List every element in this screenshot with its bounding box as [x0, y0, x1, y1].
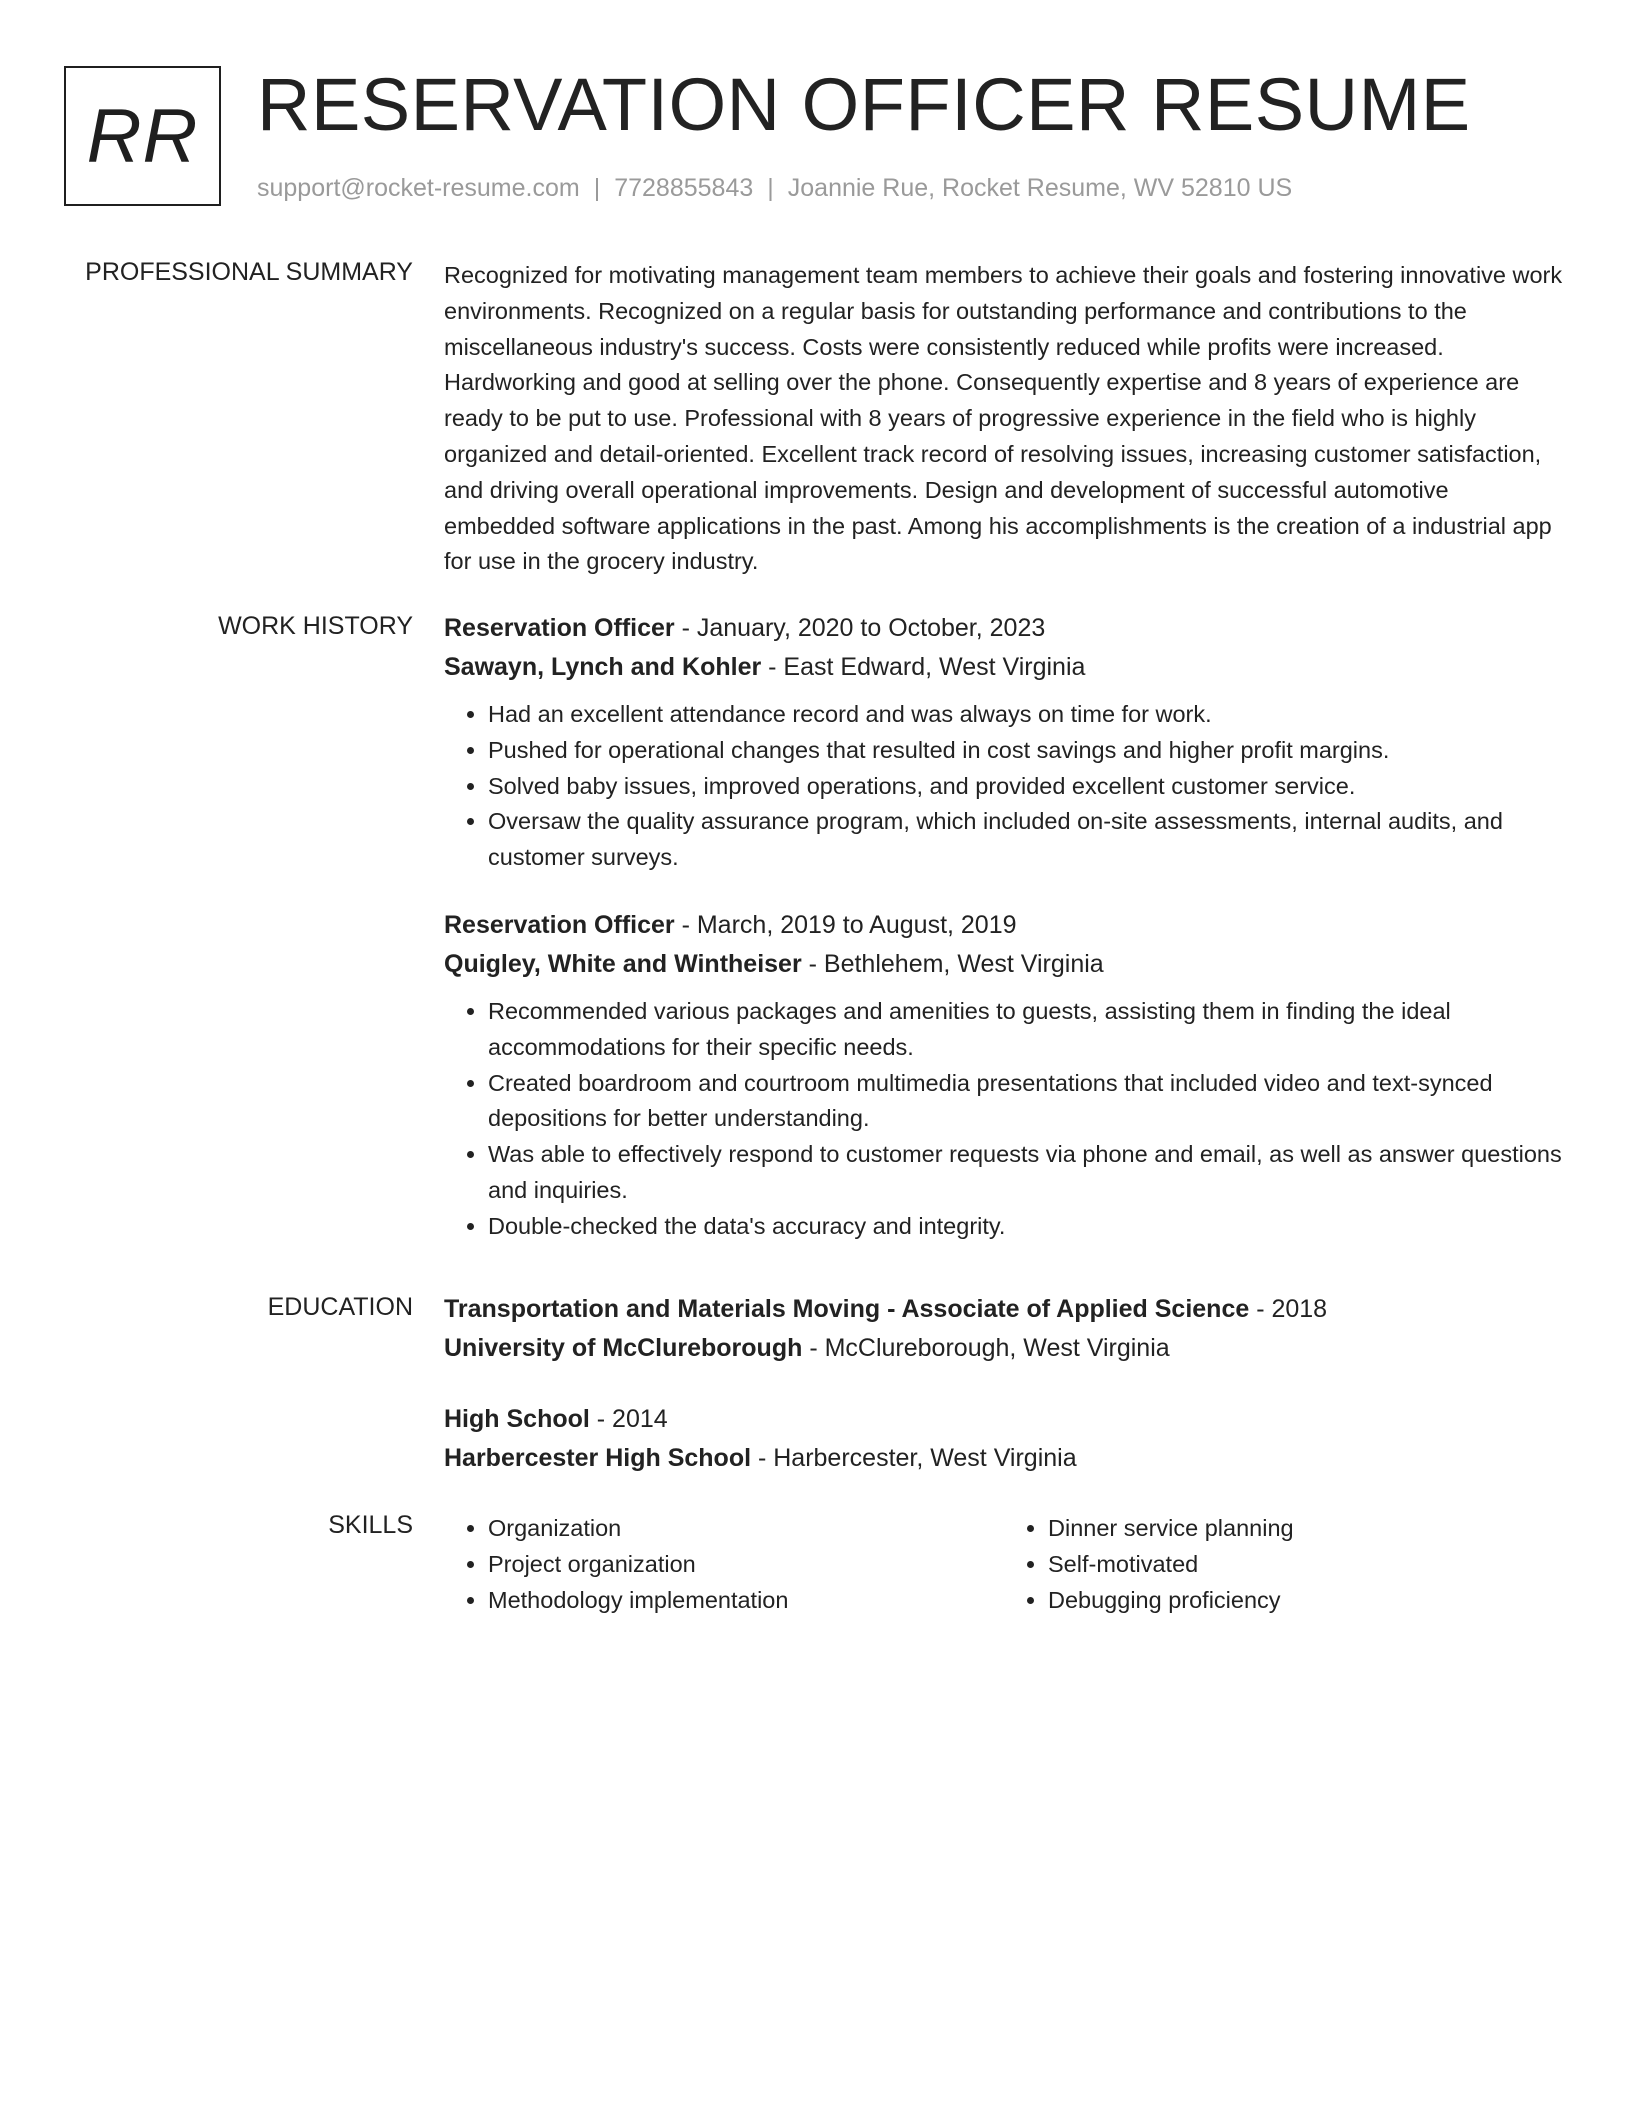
education-degree: Transportation and Materials Moving - Associate of Applied Science: [444, 1295, 1250, 1323]
skill-item: • Debugging proficiency: [1048, 1583, 1564, 1619]
summary-body: [444, 258, 1564, 580]
job-company-line: [444, 945, 1564, 984]
education-school: Harbercester High School: [444, 1444, 752, 1472]
section-label-work-history: WORK HISTORY: [218, 612, 413, 640]
section-label-education: EDUCATION: [267, 1293, 413, 1321]
job-bullet: • Pushed for operational changes that resulted in cost savings and higher profit margins.: [488, 733, 1564, 769]
job-bullet: • Oversaw the quality assurance program, which included on-site assessments, internal audits, and customer surveys.: [488, 804, 1564, 876]
education-section: [64, 1293, 1568, 1483]
job-company: Sawayn, Lynch and Kohler: [444, 653, 762, 681]
resume-header: [64, 63, 1568, 216]
contact-phone[interactable]: 7728855843: [614, 174, 754, 202]
job-location: - East Edward, West Virginia: [761, 653, 1086, 681]
education-body: [444, 1290, 1564, 1478]
job-bullet: • Created boardroom and courtroom multimedia presentations that included video and text-synced depositions for better understanding.: [488, 1066, 1564, 1138]
education-degree: High School: [444, 1405, 590, 1433]
education-entry: [444, 1400, 1564, 1478]
job-bullet: • Recommended various packages and amenities to guests, assisting them in finding the ideal accommodations for their specific needs.: [488, 994, 1564, 1066]
education-entry: [444, 1290, 1564, 1368]
education-year: - 2014: [589, 1405, 668, 1433]
education-school: University of McClureborough: [444, 1334, 803, 1362]
skills-body: [444, 1511, 1564, 1618]
education-school-line: [444, 1329, 1564, 1368]
section-label-skills: SKILLS: [328, 1511, 413, 1539]
contact-address: Joannie Rue, Rocket Resume, WV 52810 US: [787, 174, 1293, 202]
skills-grid: [444, 1511, 1564, 1618]
contact-separator: |: [767, 174, 774, 202]
contact-line: [257, 174, 1292, 203]
section-label-summary: PROFESSIONAL SUMMARY: [85, 258, 413, 286]
summary-text: Recognized for motivating management team members to achieve their goals and fostering innovative work environments. Recognized on a regular basis for outstanding performance and contributions to the miscellaneous industry's success. Costs were consistently reduced while profits were increased. Hardworking and good at selling over the phone. Consequently expertise and 8 years of experience are ready to be put to use. Professional with 8 years of progressive experience in the field who is highly organized and detail-oriented. Excellent track record of resolving issues, increasing customer satisfaction, and driving overall operational improvements. Design and development of successful automotive embedded software applications in the past. Among his accomplishments is the creation of a industrial app for use in the grocery industry.: [444, 262, 1563, 575]
skill-item: • Methodology implementation: [488, 1583, 1004, 1619]
education-degree-line: [444, 1400, 1564, 1439]
education-school-line: [444, 1439, 1564, 1478]
education-degree-line: [444, 1290, 1564, 1329]
skills-column-right: [1004, 1511, 1564, 1618]
skill-item: • Project organization: [488, 1547, 1004, 1583]
job-dates: - March, 2019 to August, 2019: [674, 910, 1017, 939]
summary-section: [64, 258, 1568, 583]
job-entry: [444, 906, 1564, 1245]
job-bullet: • Double-checked the data's accuracy and integrity.: [488, 1209, 1564, 1245]
job-entry: [444, 609, 1564, 876]
contact-separator: |: [593, 174, 601, 202]
skill-item: • Dinner service planning: [1048, 1511, 1564, 1547]
job-location: - Bethlehem, West Virginia: [801, 949, 1104, 978]
job-bullet: • Had an excellent attendance record and was always on time for work.: [488, 697, 1564, 733]
education-year: - 2018: [1249, 1295, 1328, 1323]
job-title-line: [444, 609, 1564, 648]
job-dates: - January, 2020 to October, 2023: [674, 614, 1046, 642]
job-company-line: [444, 648, 1564, 687]
job-title: Reservation Officer: [444, 910, 675, 939]
skills-section: [64, 1511, 1568, 1631]
skill-item: • Self-motivated: [1048, 1547, 1564, 1583]
job-bullet: • Solved baby issues, improved operations, and provided excellent customer service.: [488, 769, 1564, 805]
education-location: - McClureborough, West Virginia: [802, 1334, 1170, 1362]
skill-item: • Organization: [488, 1511, 1004, 1547]
skills-column-left: [444, 1511, 1004, 1618]
resume-title: RESERVATION OFFICER RESUME: [257, 63, 1471, 146]
work-history-section: [64, 612, 1568, 1262]
contact-email[interactable]: support@rocket-resume.com: [257, 174, 580, 202]
job-title: Reservation Officer: [444, 614, 675, 642]
job-company: Quigley, White and Wintheiser: [444, 949, 802, 978]
job-bullets: [444, 697, 1564, 876]
education-location: - Harbercester, West Virginia: [751, 1444, 1077, 1472]
work-history-body: [444, 609, 1564, 1245]
monogram-logo: RR: [64, 66, 221, 206]
job-title-line: [444, 906, 1564, 945]
job-bullet: • Was able to effectively respond to customer requests via phone and email, as well as answer questions and inquiries.: [488, 1137, 1564, 1209]
job-bullets: [444, 994, 1564, 1245]
